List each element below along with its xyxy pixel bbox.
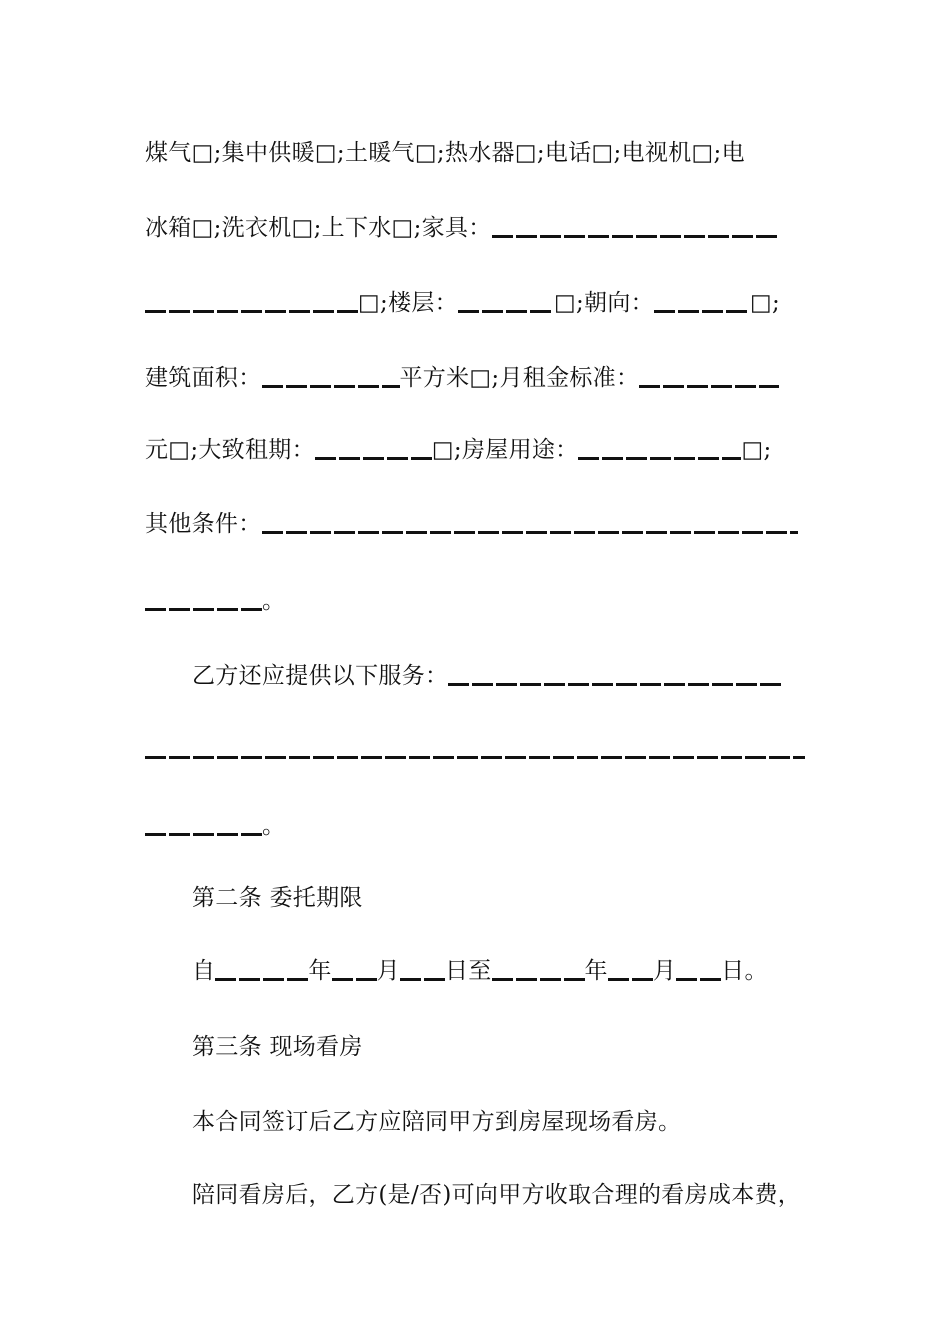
month-label-1: 月 [376,958,400,984]
services-blank[interactable] [448,683,784,686]
year-label-2: 年 [584,958,608,984]
visit-fee-text: 陪同看房后，乙方(是/否)可向甲方收取合理的看房成本费， [192,1182,802,1208]
other-conditions-blank[interactable] [262,531,798,534]
month-label-2: 月 [652,958,677,984]
rent-blank[interactable] [639,385,779,388]
rent-label: 平方米□;月租金标准： [399,365,640,391]
end-day-blank[interactable] [676,978,721,981]
day-label-1: 日至 [444,958,492,984]
paragraph-visit-fee [192,1179,832,1211]
end-year-blank[interactable] [492,978,585,981]
orientation-end: □; [749,290,781,316]
year-label-1: 年 [308,958,332,984]
furniture-blank-continued[interactable] [145,310,358,313]
text-line-utilities [145,137,810,169]
text-line-floor-orientation [145,287,810,319]
other-conditions-label: 其他条件： [145,511,262,537]
start-day-blank[interactable] [400,978,445,981]
utilities-text: 煤气□;集中供暖□;土暖气□;热水器□;电话□;电视机□;电 [145,140,745,166]
text-line-appliances [145,212,810,244]
period-mark-2: 。 [262,813,286,839]
end-month-blank[interactable] [608,978,653,981]
text-line-term-usage [145,434,810,466]
text-line-other-conditions-end [145,585,810,617]
text-line-services-end [145,810,810,842]
section-heading-article-2 [192,882,857,914]
text-line-services [192,660,812,692]
floor-label: □;楼层： [358,290,458,316]
furniture-blank[interactable] [492,235,778,238]
services-blank-continued[interactable] [145,833,262,836]
term-blank[interactable] [315,457,432,460]
site-visit-text: 本合同签订后乙方应陪同甲方到房屋现场看房。 [192,1109,682,1135]
usage-blank[interactable] [578,457,741,460]
appliances-text: 冰箱□;洗衣机□;上下水□;家具： [145,215,492,241]
section-heading-article-3 [192,1031,857,1063]
usage-label: □;房屋用途： [431,437,579,463]
from-label: 自 [192,958,216,984]
start-year-blank[interactable] [215,978,308,981]
text-line-date-range [192,955,857,987]
day-label-2: 日。 [721,958,768,984]
orientation-blank[interactable] [654,310,750,313]
orientation-label: □;朝向： [553,290,654,316]
term-label: 元□;大致租期： [145,437,315,463]
start-month-blank[interactable] [332,978,377,981]
usage-end: □; [741,437,772,463]
other-conditions-blank-continued[interactable] [145,608,262,611]
text-line-other-conditions [145,508,810,540]
article-3-title: 第三条 现场看房 [192,1034,363,1060]
floor-blank[interactable] [458,310,554,313]
text-line-area-rent [145,362,810,394]
area-label: 建筑面积： [145,365,262,391]
services-blank-full-row[interactable] [145,756,805,759]
period-mark: 。 [262,588,286,614]
area-blank[interactable] [262,385,400,388]
paragraph-site-visit [192,1106,857,1138]
services-label: 乙方还应提供以下服务： [192,663,449,689]
article-2-title: 第二条 委托期限 [192,885,363,911]
